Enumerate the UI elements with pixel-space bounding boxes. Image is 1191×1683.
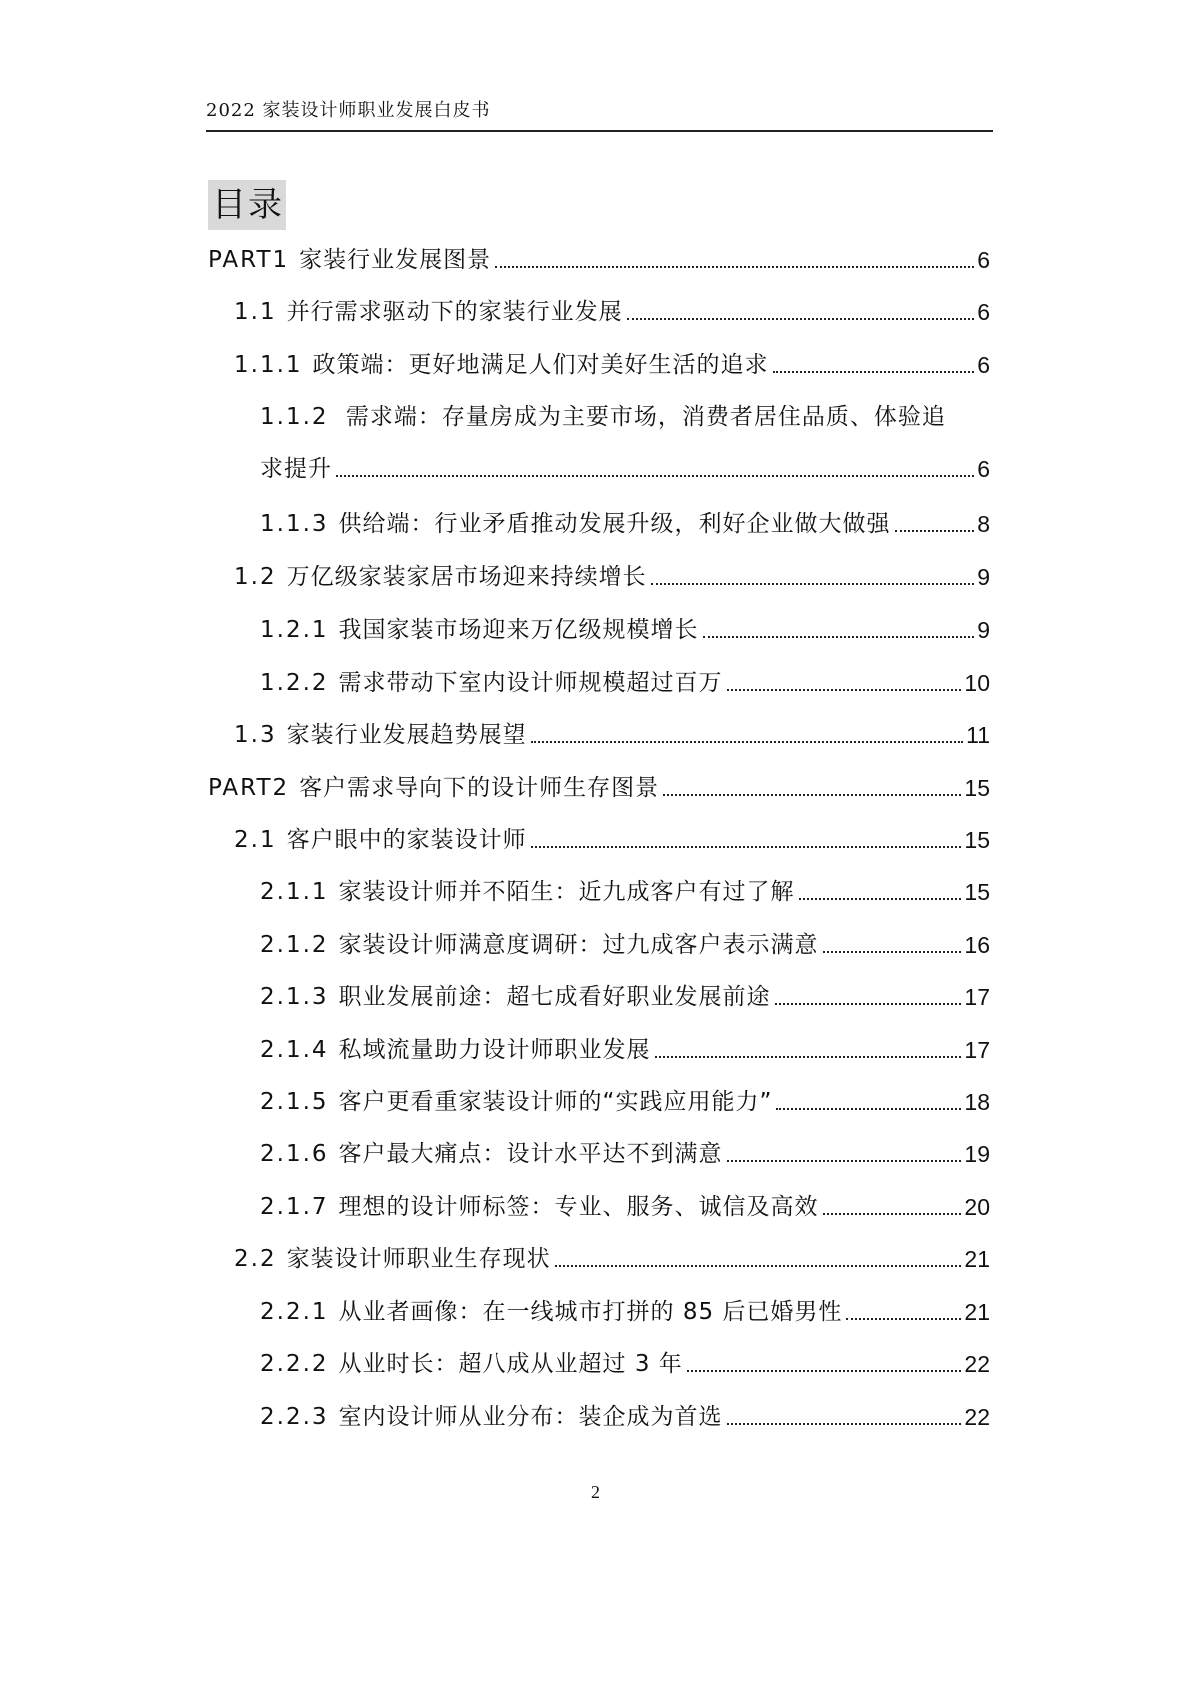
toc-entry-page: 22 xyxy=(964,1351,990,1377)
toc-heading: 目录 xyxy=(208,180,286,230)
toc-entry-number: 2.1.7 xyxy=(260,1194,329,1220)
toc-entry-2-1-5[interactable] xyxy=(260,1087,990,1117)
toc-entry-2-1[interactable] xyxy=(234,825,990,855)
toc-entry-part1[interactable] xyxy=(208,245,990,275)
toc-entry-page: 8 xyxy=(977,511,990,537)
toc-entry-number: 2.1.1 xyxy=(260,879,329,905)
toc-entry-1-2[interactable] xyxy=(234,562,990,592)
dot-leader xyxy=(776,1108,961,1110)
dot-leader xyxy=(687,1370,962,1372)
toc-entry-number: 1.2 xyxy=(234,564,277,590)
toc-entry-title: 需求带动下室内设计师规模超过百万 xyxy=(338,670,723,696)
toc-entry-page: 21 xyxy=(964,1246,990,1272)
toc-entry-number: 2.1.3 xyxy=(260,984,329,1010)
dot-leader xyxy=(495,266,974,268)
toc-entry-title: 职业发展前途：超七成看好职业发展前途 xyxy=(338,984,771,1010)
toc-entry-title: 家装设计师职业生存现状 xyxy=(286,1246,551,1272)
toc-entry-1-1-1[interactable] xyxy=(234,350,990,380)
toc-entry-1-1-3[interactable] xyxy=(260,509,990,539)
toc-entry-number: 1.2.2 xyxy=(260,670,329,696)
toc-entry-number: 2.2.3 xyxy=(260,1404,329,1430)
toc-entry-page: 20 xyxy=(964,1194,990,1220)
toc-entry-title: 家装行业发展趋势展望 xyxy=(286,722,527,748)
toc-entry-page: 6 xyxy=(977,352,990,378)
dot-leader xyxy=(727,1423,962,1425)
document-title: 2022 家装设计师职业发展白皮书 xyxy=(206,100,491,121)
toc-entry-page: 6 xyxy=(977,456,990,482)
toc-entry-number: 2.2 xyxy=(234,1246,277,1272)
toc-entry-2-1-7[interactable] xyxy=(260,1192,990,1222)
toc-entry-title: 客户眼中的家装设计师 xyxy=(286,827,527,853)
toc-entry-number: 2.1.4 xyxy=(260,1037,329,1063)
toc-entry-number: 2.1 xyxy=(234,827,277,853)
dot-leader xyxy=(555,1265,962,1267)
dot-leader xyxy=(895,530,975,532)
toc-entry-page: 9 xyxy=(977,617,990,643)
toc-entry-number: PART2 xyxy=(208,775,290,801)
toc-entry-number: 1.1.3 xyxy=(260,511,329,537)
toc-entry-number: 1.2.1 xyxy=(260,617,329,643)
toc-entry-page: 15 xyxy=(964,879,990,905)
toc-entry-title: 客户需求导向下的设计师生存图景 xyxy=(299,775,660,801)
toc-entry-number: 1.1.2 xyxy=(260,404,329,430)
dot-leader xyxy=(846,1318,961,1320)
toc-entry-title: 从业者画像：在一线城市打拼的 85 后已婚男性 xyxy=(338,1299,843,1325)
toc-entry-title: 并行需求驱动下的家装行业发展 xyxy=(286,299,623,325)
dot-leader xyxy=(651,583,975,585)
toc-entry-title: 理想的设计师标签：专业、服务、诚信及高效 xyxy=(338,1194,819,1220)
toc-entry-page: 9 xyxy=(977,564,990,590)
dot-leader xyxy=(531,846,962,848)
dot-leader xyxy=(663,794,961,796)
toc-entry-2-1-1[interactable] xyxy=(260,877,990,907)
toc-entry-title-continued: 求提升 xyxy=(260,456,332,482)
toc-entry-title: 供给端：行业矛盾推动发展升级，利好企业做大做强 xyxy=(338,511,891,537)
toc-entry-title: 我国家装市场迎来万亿级规模增长 xyxy=(338,617,699,643)
toc-entry-number: 2.1.6 xyxy=(260,1141,329,1167)
toc-entry-title: 万亿级家装家居市场迎来持续增长 xyxy=(286,564,647,590)
toc-entry-page: 6 xyxy=(977,247,990,273)
toc-entry-2-1-6[interactable] xyxy=(260,1139,990,1169)
dot-leader xyxy=(799,898,962,900)
toc-entry-title: 客户最大痛点：设计水平达不到满意 xyxy=(338,1141,723,1167)
dot-leader xyxy=(531,741,964,743)
dot-leader xyxy=(727,689,962,691)
toc-entry-number: 1.3 xyxy=(234,722,277,748)
toc-entry-page: 15 xyxy=(964,827,990,853)
toc-entry-page: 18 xyxy=(964,1089,990,1115)
toc-entry-title: 政策端：更好地满足人们对美好生活的追求 xyxy=(312,352,769,378)
toc-entry-page: 17 xyxy=(964,984,990,1010)
dot-leader xyxy=(773,371,975,373)
toc-entry-number: 2.2.1 xyxy=(260,1299,329,1325)
toc-entry-page: 19 xyxy=(964,1141,990,1167)
toc-entry-title: 家装行业发展图景 xyxy=(299,247,492,273)
toc-entry-page: 16 xyxy=(964,932,990,958)
toc-entry-number: 2.1.5 xyxy=(260,1089,329,1115)
toc-entry-number: 2.1.2 xyxy=(260,932,329,958)
toc-entry-title: 私域流量助力设计师职业发展 xyxy=(338,1037,651,1063)
toc-entry-1-2-1[interactable] xyxy=(260,615,990,645)
toc-entry-1-1[interactable] xyxy=(234,297,990,327)
toc-entry-page: 10 xyxy=(964,670,990,696)
toc-entry-2-1-2[interactable] xyxy=(260,930,990,960)
toc-entry-part2[interactable] xyxy=(208,773,990,803)
running-header xyxy=(206,96,993,132)
dot-leader xyxy=(823,1213,962,1215)
dot-leader xyxy=(627,318,975,320)
toc-entry-page: 11 xyxy=(966,722,990,748)
toc-entry-title: 室内设计师从业分布：装企成为首选 xyxy=(338,1404,723,1430)
toc-entry-2-2-3[interactable] xyxy=(260,1402,990,1432)
toc-entry-1-1-2[interactable] xyxy=(260,402,990,484)
toc-entry-number: 1.1 xyxy=(234,299,277,325)
toc-entry-title: 家装设计师满意度调研：过九成客户表示满意 xyxy=(338,932,819,958)
dot-leader xyxy=(655,1056,962,1058)
toc-entry-number: 2.2.2 xyxy=(260,1351,329,1377)
dot-leader xyxy=(336,475,974,477)
dot-leader xyxy=(727,1160,962,1162)
toc-entry-1-3[interactable] xyxy=(234,720,990,750)
toc-entry-page: 22 xyxy=(964,1404,990,1430)
toc-entry-2-1-4[interactable] xyxy=(260,1035,990,1065)
dot-leader xyxy=(823,951,962,953)
toc-entry-title: 家装设计师并不陌生：近九成客户有过了解 xyxy=(338,879,795,905)
dot-leader xyxy=(775,1003,962,1005)
toc-entry-number: 1.1.1 xyxy=(234,352,303,378)
toc-entry-title: 需求端：存量房成为主要市场，消费者居住品质、体验追 xyxy=(345,404,946,430)
toc-entry-page: 6 xyxy=(977,299,990,325)
toc-entry-page: 21 xyxy=(964,1299,990,1325)
toc-entry-title: 从业时长：超八成从业超过 3 年 xyxy=(338,1351,683,1377)
toc-entry-2-2-1[interactable] xyxy=(260,1297,990,1327)
dot-leader xyxy=(703,636,975,638)
toc-entry-page: 17 xyxy=(964,1037,990,1063)
toc-entry-2-2-2[interactable] xyxy=(260,1349,990,1379)
toc-entry-number: PART1 xyxy=(208,247,290,273)
toc-entry-2-2[interactable] xyxy=(234,1244,990,1274)
page-number: 2 xyxy=(591,1482,600,1502)
toc-entry-title: 客户更看重家装设计师的“实践应用能力” xyxy=(338,1089,773,1115)
toc-entry-page: 15 xyxy=(964,775,990,801)
toc-entry-2-1-3[interactable] xyxy=(260,982,990,1012)
toc-entry-1-2-2[interactable] xyxy=(260,668,990,698)
